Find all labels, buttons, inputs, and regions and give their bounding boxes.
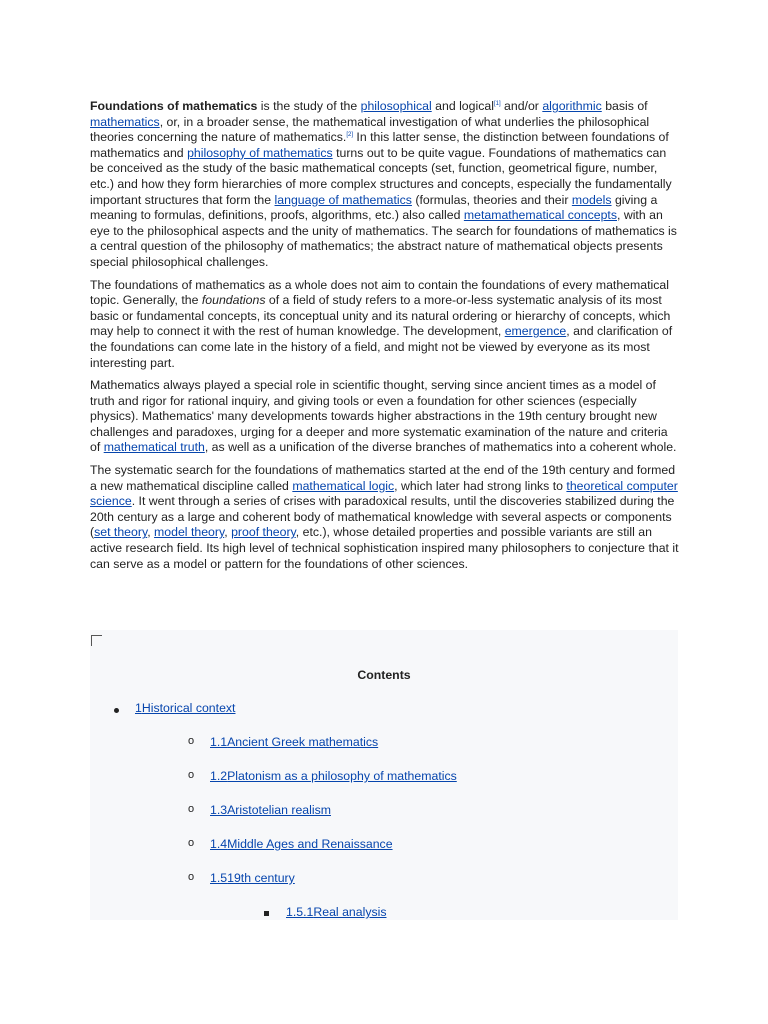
text: , with an eye to the philosophical aspects and the unity of mathematics. The search for foundations of mathematics is a central question of the philosophy of mathematics; the abstract nature of mathematical objects presents special philosophical challenges. (90, 208, 677, 269)
link-proof-theory[interactable]: proof theory (231, 525, 296, 540)
toc-item-historical-context[interactable] (135, 701, 235, 715)
toc-title: Contents (357, 668, 411, 682)
link-philosophy-of-mathematics[interactable]: philosophy of mathematics (187, 145, 333, 160)
emphasis-foundations: foundations (201, 293, 266, 308)
text: giving a meaning to formulas, definitions, proofs, algorithms, etc.) also called (90, 192, 658, 223)
text: The foundations of mathematics as a whole does not aim to contain the foundations of every mathematical topic. Generally, the (90, 277, 669, 308)
paragraph-scope (90, 278, 680, 372)
toc-link[interactable] (210, 769, 457, 783)
text: basis of (601, 99, 648, 113)
link-model-theory[interactable]: model theory (154, 525, 225, 540)
toc-toggle-checkbox[interactable] (91, 635, 102, 646)
link-mathematics[interactable]: mathematics (90, 114, 160, 129)
link-mathematical-logic[interactable]: mathematical logic (292, 478, 395, 493)
paragraph-role (90, 378, 680, 456)
text: turns out to be quite vague. Foundations of mathematics can be conceived as the study of the basic mathematical concepts (set, function, geometrical figure, number, etc.) and how they form hierarchies of more complex structures and concepts, especially the fundamentally important structures that form the (90, 145, 672, 207)
reference-1-link[interactable]: [1] (493, 100, 501, 107)
link-models[interactable]: models (571, 192, 612, 207)
article-title-bold: Foundations of mathematics (90, 99, 258, 113)
text: Mathematics always played a special role in scientific thought, serving since ancient times as a model of truth and rigor for rational inquiry, and giving tools or even a foundation for other sciences (especially physics). Mathematics' many developments towards higher abstractions in the 19th century brought new challenges and paradoxes, urging for a deeper and more systematic examination of the nature and criteria of (90, 378, 668, 455)
toc-item-platonism[interactable] (210, 769, 457, 783)
text: , which later had strong links to (394, 478, 567, 493)
toc-bullet-circle: o (188, 871, 195, 883)
text: of a field of study refers to a more-or-less systematic analysis of its most basic or fundamental concepts, its conceptual unity and its natural ordering or hierarchy of concepts, which may help to connect it with the rest of human knowledge. The development, (90, 293, 671, 339)
toc-num: 1.5 (210, 871, 228, 885)
toc-link[interactable] (210, 837, 393, 851)
paragraph-history (90, 463, 680, 572)
toc-num: 1 (135, 701, 142, 715)
toc-item-real-analysis[interactable] (286, 905, 387, 919)
toc-item-aristotelian-realism[interactable] (210, 803, 331, 817)
text: , as well as a unification of the diverse branches of mathematics into a coherent whole. (204, 440, 677, 455)
toc-item-ancient-greek[interactable] (210, 735, 378, 749)
toc-link[interactable] (210, 735, 378, 749)
link-mathematical-truth[interactable]: mathematical truth (103, 440, 205, 455)
text: In this latter sense, the distinction between foundations of mathematics and (90, 130, 669, 160)
toc-num: 1.1 (210, 735, 228, 749)
reference-2-link[interactable]: [2] (346, 132, 353, 139)
toc-link[interactable] (210, 871, 295, 885)
toc-link[interactable] (210, 803, 331, 817)
toc-bullet-circle: o (188, 803, 195, 815)
toc-num: 1.4 (210, 837, 228, 851)
toc-link[interactable] (135, 701, 235, 715)
text: , etc.), whose detailed properties and possible variants are still an active research field. Its high level of technical sophistication inspired many philosophers to conjecture that it can serve as a model or pattern for the foundations of other sciences. (90, 525, 679, 571)
link-algorithmic[interactable]: algorithmic (542, 99, 602, 113)
toc-bullet-circle: o (188, 837, 195, 849)
toc-label: Ancient Greek mathematics (227, 735, 379, 749)
toc-bullet-square (264, 911, 269, 916)
toc-bullet-circle: o (188, 769, 195, 781)
text: , and clarification of the foundations can come late in the history of a field, and might not be viewed by everyone as its most interesting part. (90, 324, 673, 370)
link-metamathematical-concepts[interactable]: metamathematical concepts (463, 208, 617, 223)
toc-label: 19th century (227, 871, 295, 885)
toc-num: 1.3 (210, 803, 228, 817)
text: (formulas, theories and their (411, 192, 572, 207)
table-of-contents (90, 630, 678, 920)
link-theoretical-computer-science[interactable]: theoretical computer science (90, 478, 678, 509)
toc-num: 1.2 (210, 769, 228, 783)
link-set-theory[interactable]: set theory (94, 525, 148, 540)
text: , (147, 525, 155, 540)
toc-bullet-circle: o (188, 735, 195, 747)
text: and/or (500, 99, 543, 113)
text: The systematic search for the foundations of mathematics started at the end of the 19th century and formed a new mathematical discipline called (90, 463, 676, 493)
text: and logical (431, 99, 494, 113)
text: . It went through a series of crises with paradoxical results, until the discoveries stabilized during the 20th century as a large and coherent body of mathematical knowledge with several aspects or components ( (90, 494, 675, 540)
text: , or, in a broader sense, the mathematical investigation of what underlies the philosophical theories concerning the nature of mathematics. (90, 114, 650, 145)
toc-label: Middle Ages and Renaissance (227, 837, 393, 851)
link-language-of-mathematics[interactable]: language of mathematics (274, 192, 412, 207)
toc-label: Real analysis (313, 905, 387, 919)
text: is the study of the (257, 99, 361, 113)
text: , (224, 525, 232, 540)
toc-label: Platonism as a philosophy of mathematics (227, 769, 457, 783)
toc-item-19th-century[interactable] (210, 871, 295, 885)
toc-label: Aristotelian realism (227, 803, 331, 817)
link-emergence[interactable]: emergence (504, 324, 567, 339)
toc-num: 1.5.1 (286, 905, 314, 919)
article-body (90, 99, 680, 579)
toc-bullet-disc (114, 708, 119, 713)
toc-link[interactable] (286, 905, 387, 919)
toc-item-middle-ages[interactable] (210, 837, 393, 851)
paragraph-intro (90, 99, 680, 271)
link-philosophical[interactable]: philosophical (360, 99, 432, 113)
toc-label: Historical context (141, 701, 236, 715)
